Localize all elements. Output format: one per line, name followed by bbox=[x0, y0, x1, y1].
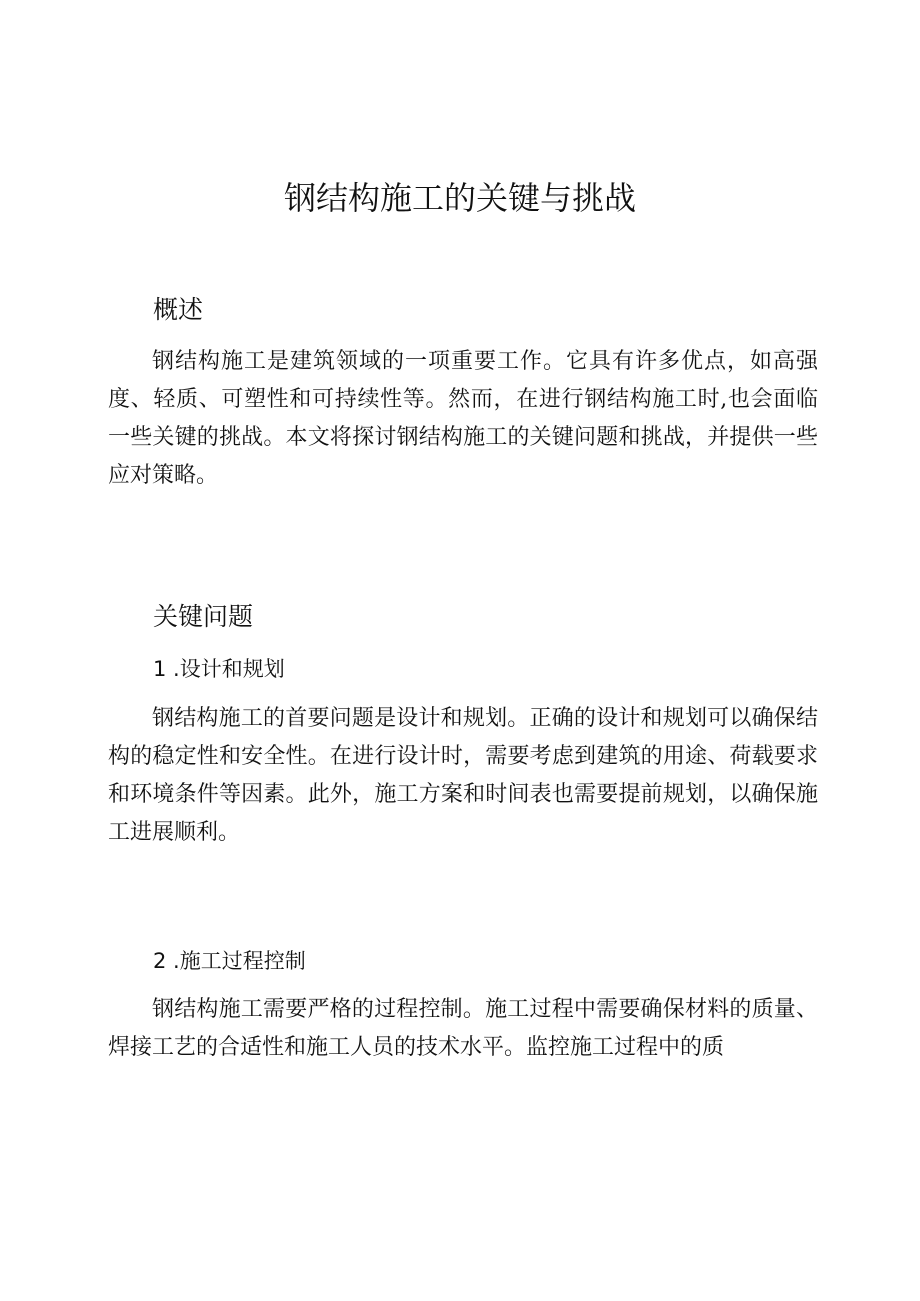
process-control-paragraph: 钢结构施工需要严格的过程控制。施工过程中需要确保材料的质量、焊接工艺的合适性和施工人员的技术水平。监控施工过程中的质 bbox=[108, 997, 818, 1060]
subheading-design-planning: 1 .设计和规划 bbox=[153, 657, 285, 681]
design-planning-paragraph: 钢结构施工的首要问题是设计和规划。正确的设计和规划可以确保结构的稳定性和安全性。在进行设计时，需要考虑到建筑的用途、荷载要求和环境条件等因素。此外，施工方案和时间表也需要提前规划，以确保施工进展顺利。 bbox=[108, 706, 818, 845]
section-heading-overview: 概述 bbox=[153, 295, 204, 324]
overview-paragraph: 钢结构施工是建筑领域的一项重要工作。它具有许多优点，如高强度、轻质、可塑性和可持续性等。然而，在进行钢结构施工时,也会面临一些关键的挑战。本文将探讨钢结构施工的关键问题和挑战，并提供一些应对策略。 bbox=[108, 349, 818, 488]
section-heading-key-issues: 关键问题 bbox=[153, 602, 254, 631]
document-title: 钢结构施工的关键与挑战 bbox=[283, 179, 636, 217]
subheading-process-control: 2 .施工过程控制 bbox=[153, 949, 306, 973]
